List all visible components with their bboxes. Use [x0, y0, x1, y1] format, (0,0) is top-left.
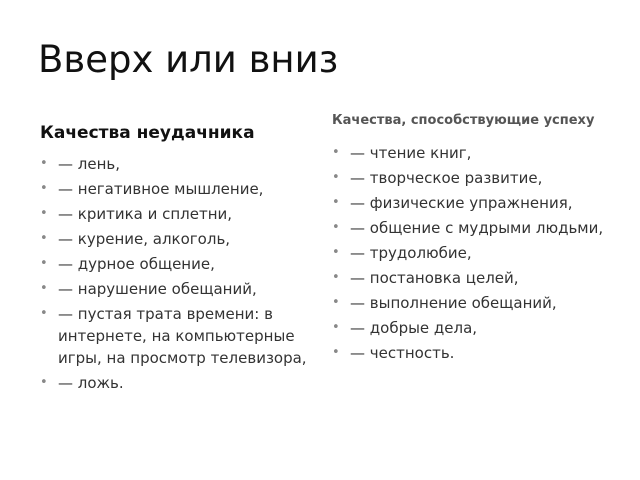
bullet-icon: •: [40, 231, 48, 246]
list-item: [40, 203, 330, 225]
list-item-text: — трудолюбие,: [350, 244, 472, 262]
list-item-text: — ложь.: [58, 374, 124, 392]
list-item: [40, 303, 330, 369]
bullet-icon: •: [332, 170, 340, 185]
list-item: [332, 142, 632, 164]
bullet-icon: •: [332, 220, 340, 235]
list-item: [332, 267, 632, 289]
bullet-icon: •: [332, 320, 340, 335]
list-item-text: — честность.: [350, 344, 455, 362]
list-item-text: — пустая трата времени: в интернете, на компьютерные игры, на просмотр телевизора,: [58, 305, 307, 367]
list-item: [332, 167, 632, 189]
bullet-icon: •: [332, 145, 340, 160]
bullet-icon: •: [40, 181, 48, 196]
list-item-text: — дурное общение,: [58, 255, 215, 273]
list-item: [40, 278, 330, 300]
bullet-icon: •: [40, 306, 48, 321]
list-item: [332, 242, 632, 264]
bullet-icon: •: [40, 281, 48, 296]
failure-qualities-heading: Качества неудачника: [40, 123, 255, 143]
bullet-icon: •: [40, 206, 48, 221]
success-qualities-list: [332, 142, 632, 364]
list-item-text: — критика и сплетни,: [58, 205, 233, 223]
bullet-icon: •: [332, 345, 340, 360]
list-item: [332, 192, 632, 214]
list-item-text: — физические упражнения,: [350, 194, 573, 212]
list-item-text: — постановка целей,: [350, 269, 519, 287]
bullet-icon: •: [332, 245, 340, 260]
bullet-icon: •: [332, 295, 340, 310]
failure-qualities-column: [40, 122, 330, 397]
list-item-text: — добрые дела,: [350, 319, 478, 337]
list-item-text: — творческое развитие,: [350, 169, 543, 187]
list-item: [40, 253, 330, 275]
bullet-icon: •: [40, 156, 48, 171]
list-item: [332, 217, 632, 239]
slide-title: Вверх или вниз: [38, 38, 339, 81]
list-item-text: — общение с мудрыми людьми,: [350, 219, 604, 237]
list-item: [40, 178, 330, 200]
list-item: [40, 372, 330, 394]
list-item-text: — выполнение обещаний,: [350, 294, 557, 312]
list-item-text: — курение, алкоголь,: [58, 230, 231, 248]
bullet-icon: •: [40, 256, 48, 271]
success-qualities-column: [332, 112, 632, 367]
bullet-icon: •: [40, 375, 48, 390]
failure-qualities-list: [40, 153, 330, 394]
list-item: [332, 342, 632, 364]
list-item-text: — лень,: [58, 155, 120, 173]
list-item-text: — негативное мышление,: [58, 180, 264, 198]
success-qualities-heading: Качества, способствующие успеху: [332, 113, 595, 128]
list-item: [332, 317, 632, 339]
list-item: [40, 153, 330, 175]
list-item-text: — чтение книг,: [350, 144, 472, 162]
bullet-icon: •: [332, 270, 340, 285]
list-item-text: — нарушение обещаний,: [58, 280, 257, 298]
list-item: [332, 292, 632, 314]
bullet-icon: •: [332, 195, 340, 210]
list-item: [40, 228, 330, 250]
